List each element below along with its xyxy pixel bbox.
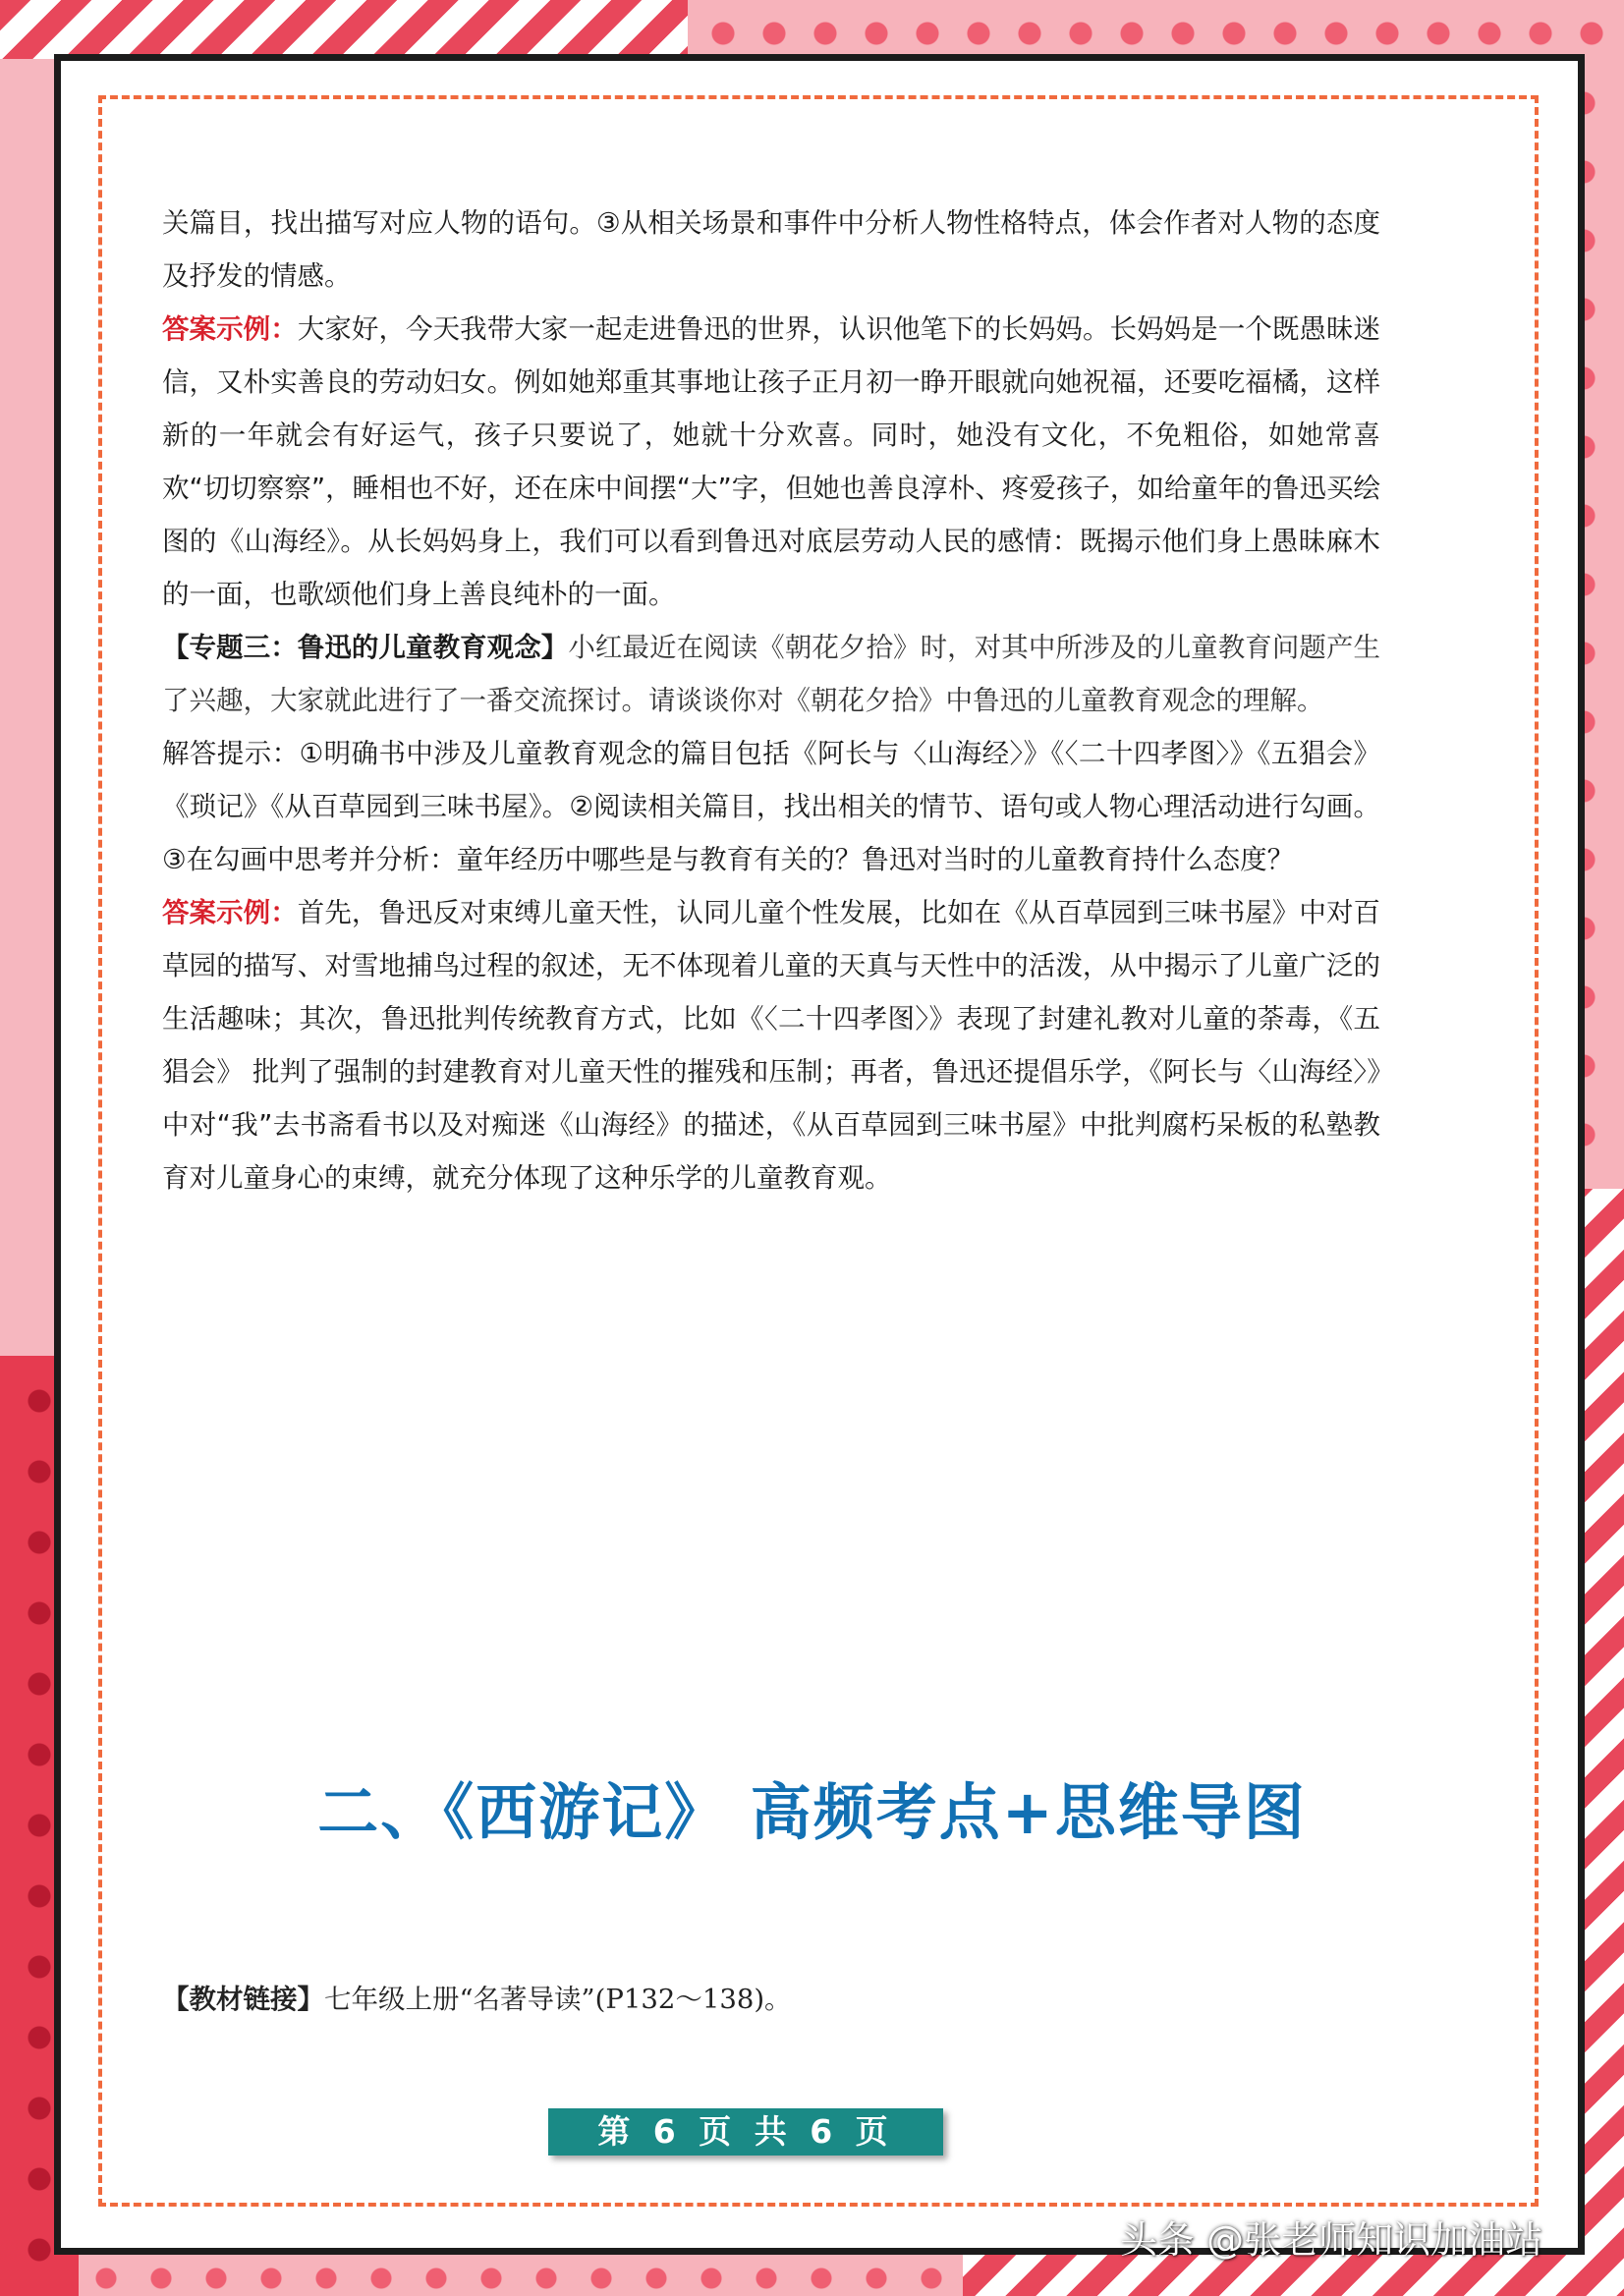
- textbook-link-text: 七年级上册“名著导读”(P132～138)。: [324, 1984, 792, 2015]
- paragraph-5: [162, 886, 1380, 1204]
- textbook-link: [162, 1980, 1380, 2019]
- paragraph-1: 关篇目，找出描写对应人物的语句。③从相关场景和事件中分析人物性格特点，体会作者对人物的态度及抒发的情感。: [162, 207, 1380, 292]
- section-heading: 二、《西游记》 高频考点+思维导图: [317, 1776, 1307, 1848]
- answer-example-label: 答案示例：: [162, 313, 298, 345]
- watermark: 头条 @张老师知识加油站: [1120, 2218, 1543, 2262]
- topic-three-text: 小红最近在阅读《朝花夕拾》时，对其中所涉及的儿童教育问题产生了兴趣，大家就此进行了一番交流探讨。请谈谈你对《朝花夕拾》中鲁迅的儿童教育观念的理解。: [162, 632, 1381, 716]
- paragraph-2: [162, 303, 1380, 621]
- paragraph-4: 解答提示：①明确书中涉及儿童教育观念的篇目包括《阿长与〈山海经〉》《〈二十四孝图〉》《五猖会》《琐记》《从百草园到三味书屋》。②阅读相关篇目，找出相关的情节、语句或人物心理活动进行勾画。③在勾画中思考并分析：童年经历中哪些是与教育有关的？鲁迅对当时的儿童教育持什么态度？: [162, 738, 1380, 875]
- topic-three-label: 【专题三：鲁迅的儿童教育观念】: [162, 632, 569, 663]
- paragraph-3: [162, 621, 1380, 727]
- answer-example-text-2: 首先，鲁迅反对束缚儿童天性，认同儿童个性发展，比如在《从百草园到三味书屋》中对百草园的描写、对雪地捕鸟过程的叙述，无不体现着儿童的天真与天性中的活泼，从中揭示了儿童广泛的生活趣味；其次，鲁迅批判传统教育方式，比如《〈二十四孝图〉》表现了封建礼教对儿童的荼毒，《五猖会》 批判了强制的封建教育对儿童天性的摧残和压制；再者，鲁迅还提倡乐学，《阿长与〈山海经〉》中对“我”去书斋看书以及对痴迷《山海经》的描述，《从百草园到三味书屋》中批判腐朽呆板的私塾教育对儿童身心的束缚，就充分体现了这种乐学的儿童教育观。: [162, 897, 1381, 1194]
- page-number-badge: 第 6 页 共 6 页: [548, 2108, 943, 2156]
- answer-example-label-2: 答案示例：: [162, 897, 298, 928]
- document-body: [162, 196, 1380, 1204]
- answer-example-text: 大家好，今天我带大家一起走进鲁迅的世界，认识他笔下的长妈妈。长妈妈是一个既愚昧迷信，又朴实善良的劳动妇女。例如她郑重其事地让孩子正月初一睁开眼就向她祝福，还要吃福橘，这样新的一年就会有好运气，孩子只要说了，她就十分欢喜。同时，她没有文化，不免粗俗，如她常喜欢“切切察察”，睡相也不好，还在床中间摆“大”字，但她也善良淳朴、疼爱孩子，如给童年的鲁迅买绘图的《山海经》。从长妈妈身上，我们可以看到鲁迅对底层劳动人民的感情：既揭示他们身上愚昧麻木的一面，也歌颂他们身上善良纯朴的一面。: [162, 313, 1381, 610]
- textbook-link-label: 【教材链接】: [162, 1984, 324, 2015]
